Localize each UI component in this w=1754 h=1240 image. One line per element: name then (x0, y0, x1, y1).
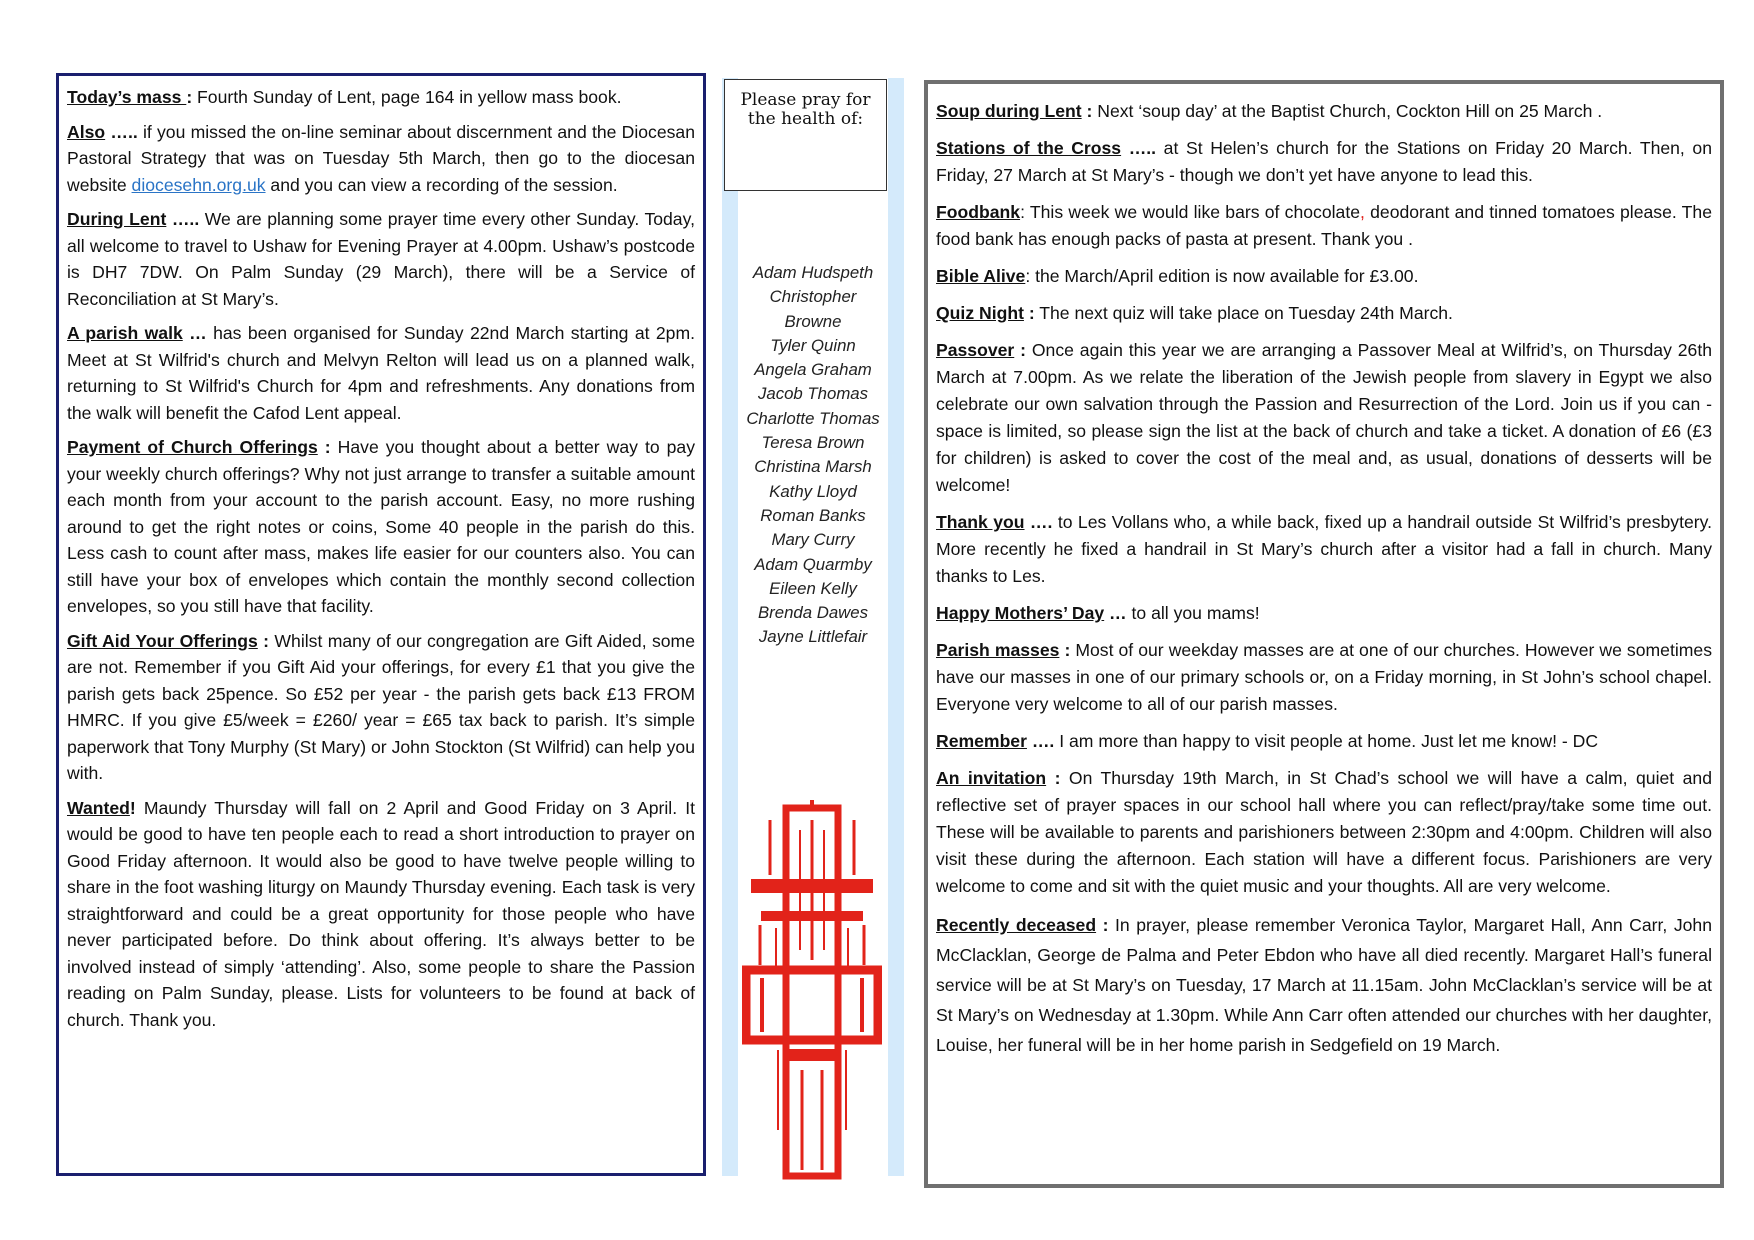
notice-church-offerings: Payment of Church Offerings : Have you thought about a better way to pay your weekly church offerings? Why not just arrange to transfer a suitable amount each month from your account to the parish account. Easy, no more rushing around to get the right notes or coins, Some 40 people in the parish do this. Less cash to count after mass, makes life easier for our counters also. You can still have your box of envelopes which contain the monthly second collection envelopes, so you still have that facility. (67, 437, 696, 616)
notice-gift-aid: Gift Aid Your Offerings : Whilst many of our congregation are Gift Aided, some are not. Remember if you Gift Aid your offerings, for every £1 that you give the parish gets back 25pence. So £52 per year - the parish gets back £13 FROM HMRC. If you give £5/week = £260/ year = £65 tax back to parish. It’s simple paperwork that Tony Murphy (St Mary) or John Stockton (St Wilfrid) can help you with. (67, 630, 696, 783)
notice-parish-walk: A parish walk … has been organised for Sunday 22nd March starting at 2pm. Meet at St Wilfrid's church and Melvyn Relton will lead us on a planned walk, returning to St Wilfrid's Church for 4pm and refreshments. Any donations from the walk will benefit the Cafod Lent appeal. (67, 323, 695, 423)
notice-stations-cross: Stations of the Cross ….. at St Helen’s church for the Stations on Friday 20 March. Then, on Friday, 27 March at St Mary’s - though we don’t yet have anyone to lead this. (936, 138, 1712, 185)
prayer-name: Teresa Brown (761, 433, 865, 453)
prayer-names-list (722, 261, 904, 650)
prayer-name: Angela Graham (754, 360, 872, 380)
notice-recently-deceased: Recently deceased : In prayer, please remember Veronica Taylor, Margaret Hall, Ann Carr, John McClacklan, George de Palma and Peter Ebdon who have all died recently. Margaret Hall’s funeral service will be at St Mary’s on Tuesday, 17 March at 11.15am. John McClacklan’s service will be at St Mary’s on Wednesday at 1.30pm. While Ann Carr often attended our churches with her daughter, Louise, her funeral will be in her home parish in Sedgefield on 19 March. (936, 915, 1712, 1055)
prayer-name: Adam Hudspeth (752, 263, 874, 282)
notice-soup-lent: Soup during Lent : Next ‘soup day’ at the Baptist Church, Cockton Hill on 25 March . (936, 101, 1603, 121)
notice-passover: Passover : Once again this year we are arranging a Passover Meal at Wilfrid’s, on Thursday 26th March at 7.00pm. As we relate the liberation of the Jewish people from slavery in Egypt we also celebrate our own salvation through the Passion and Resurrection of the Lord. Join us if you can - space is limited, so please sign the list at the back of church and take a ticket. A donation of £6 (£3 for children) is asked to cover the cost of the meal and, as usual, donations of desserts will be welcome! (936, 340, 1712, 495)
prayer-name: Roman Banks (760, 505, 866, 525)
prayer-name: Tyler Quinn (770, 335, 856, 355)
prayer-name: Eileen Kelly (769, 578, 857, 598)
prayer-name: Brenda Dawes (757, 603, 869, 623)
prayer-name: Kathy Lloyd (769, 481, 857, 501)
prayer-heading: Please pray for the health of: (740, 90, 871, 129)
left-notices-panel (56, 73, 706, 1176)
notice-mothers-day: Happy Mothers’ Day … to all you mams! (936, 603, 1260, 623)
notice-quiz-night: Quiz Night : The next quiz will take place on Tuesday 24th March. (936, 303, 1453, 323)
prayer-name: Browne (784, 311, 842, 331)
prayer-name: Adam Quarmby (754, 554, 872, 574)
right-notices-panel (924, 80, 1724, 1188)
prayer-name: Christina Marsh (754, 457, 872, 477)
notice-foodbank: Foodbank: This week we would like bars of chocolate, deodorant and tinned tomatoes please. The food bank has enough packs of pasta at present. Thank you . (936, 202, 1712, 249)
notice-bible-alive: Bible Alive: the March/April edition is now available for £3.00. (936, 266, 1419, 286)
prayer-name: Mary Curry (771, 530, 855, 550)
notice-wanted: Wanted! Maundy Thursday will fall on 2 April and Good Friday on 3 April. It would be good to have ten people each to read a short introduction to prayer on Good Friday afternoon. It would also be good to have twelve people willing to share in the foot washing liturgy on Maundy Thursday evening. Each task is very straightforward and could be a great opportunity for those people who have never participated before. Do think about offering. It’s always better to be involved instead of simply ‘attending’. Also, some people to share the Passion reading on Palm Sunday, please. Lists for volunteers to be found at back of church. Thank you. (67, 797, 695, 1030)
notice-during-lent: During Lent ….. We are planning some prayer time every other Sunday. Today, all welcome to travel to Ushaw for Evening Prayer at 4.00pm. Ushaw’s postcode is DH7 7DW. On Palm Sunday (29 March), there will be a Service of Reconciliation at St Mary’s. (67, 209, 695, 309)
prayer-heading-box (724, 79, 887, 191)
prayer-name: Jacob Thomas (757, 384, 869, 404)
notice-remember: Remember …. I am more than happy to visit people at home. Just let me know! - DC (936, 731, 1599, 751)
prayer-name: Charlotte Thomas (746, 408, 880, 428)
notice-thank-you: Thank you …. to Les Vollans who, a while back, fixed up a handrail outside St Wilfrid’s presbytery. More recently he fixed a handrail in St Mary’s church after a visitor had a fall in church. Many thanks to Les. (936, 512, 1712, 586)
notice-also: Also ….. if you missed the on-line seminar about discernment and the Diocesan Pastoral Strategy that was on Tuesday 5th March, then go to the diocesan website diocesehn.org.uk and you can view a recording of the session. (67, 121, 695, 195)
diocese-website-link[interactable]: diocesehn.org.uk (131, 174, 266, 195)
cross-icon (742, 800, 882, 1183)
notice-parish-masses: Parish masses : Most of our weekday masses are at one of our churches. However we sometimes have our masses in one of our primary schools or, on a Friday morning, in St John’s school chapel. Everyone very welcome to all of our parish masses. (936, 640, 1712, 714)
prayer-name: Jayne Littlefair (758, 627, 868, 647)
notice-invitation: An invitation : On Thursday 19th March, in St Chad’s school we will have a calm, quiet and reflective set of prayer spaces in our school hall where you can reflect/pray/take some time out. These will be available to parents and parishioners between 2:30pm and 4:00pm. Children will also visit these during the afternoon. Each station will have a different focus. Parishioners are very welcome to come and sit with the quiet music and your thoughts. All are very welcome. (936, 768, 1712, 896)
prayer-name: Christopher (769, 287, 857, 307)
notice-todays-mass: Today’s mass : Fourth Sunday of Lent, page 164 in yellow mass book. (67, 87, 622, 107)
